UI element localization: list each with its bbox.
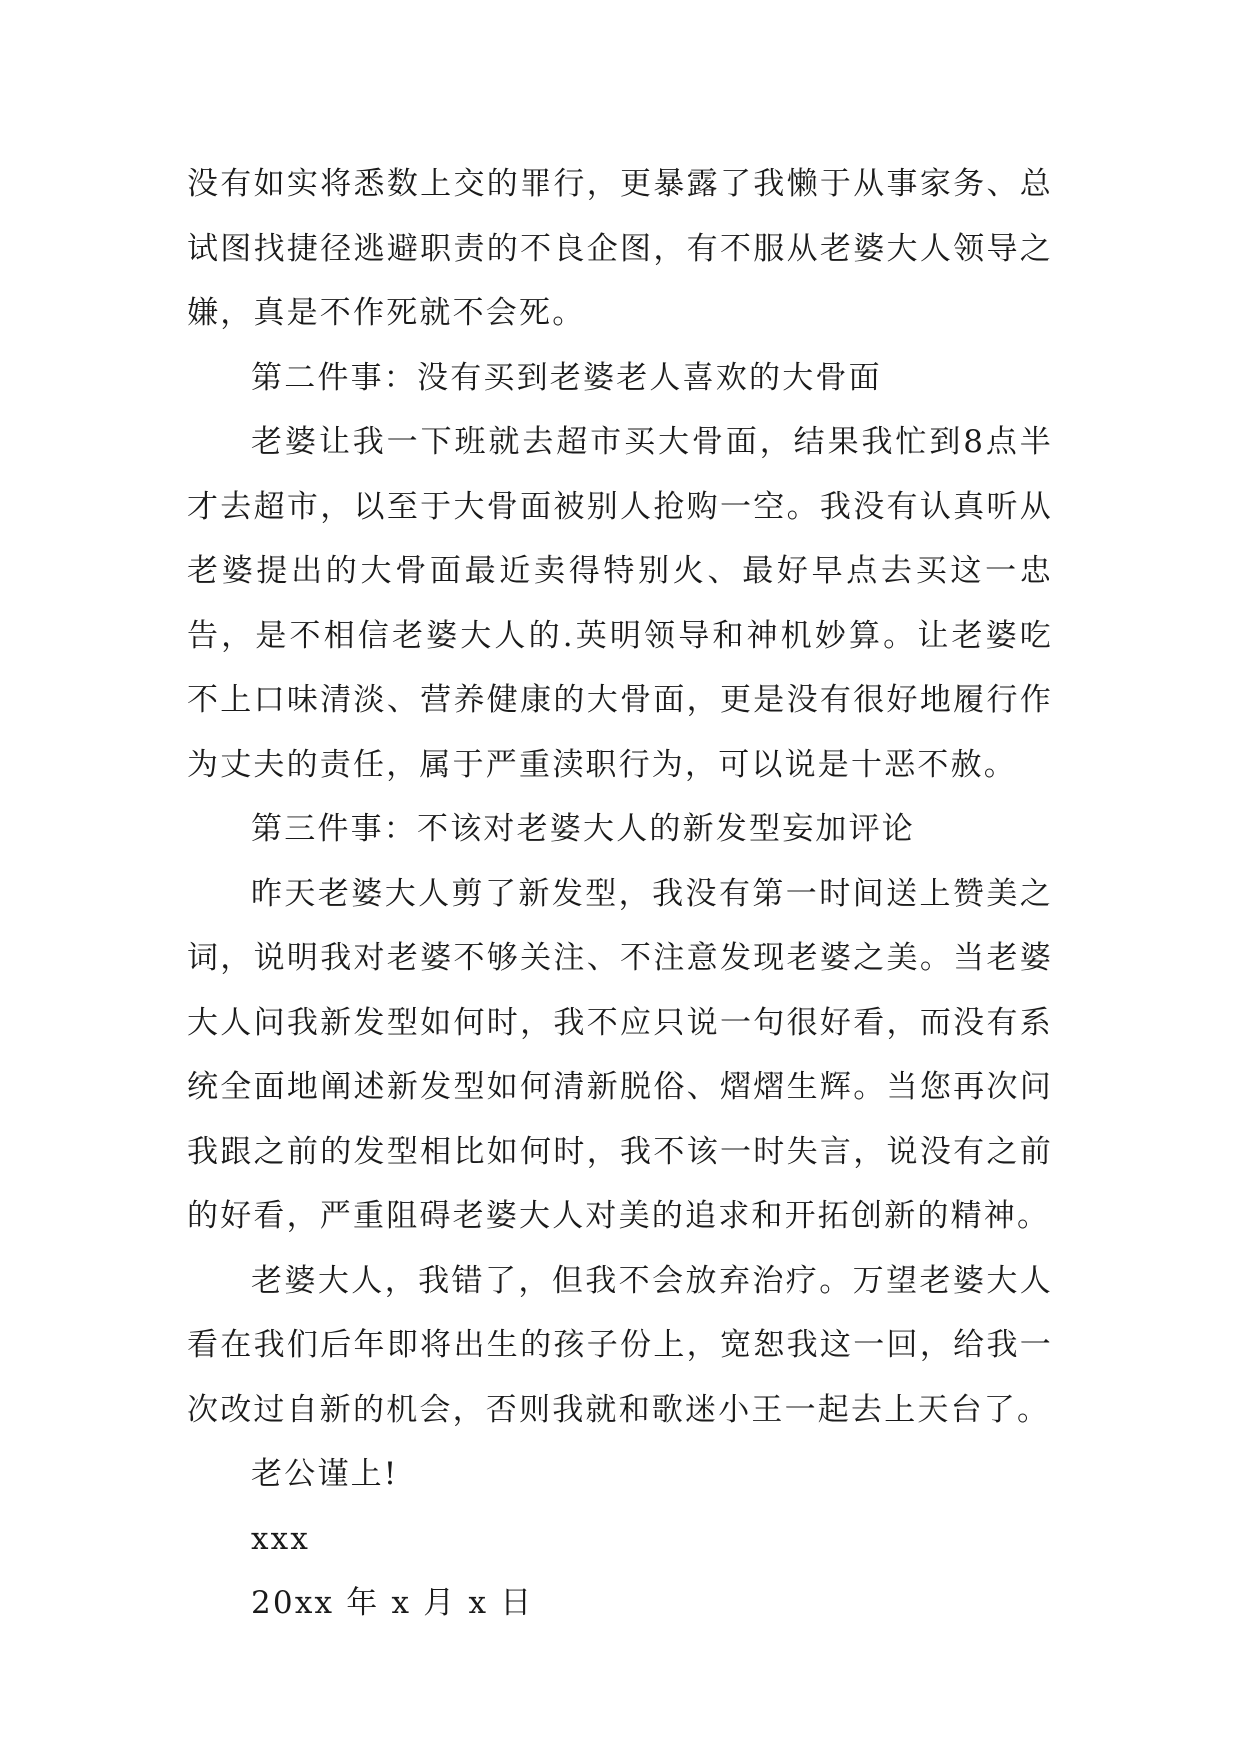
section-heading-2: 第二件事：没有买到老婆老人喜欢的大骨面	[251, 359, 882, 396]
document-body	[187, 152, 1053, 1636]
section-body-2: 老婆让我一下班就去超市买大骨面，结果我忙到8点半才去超市，以至于大骨面被别人抢购一空。我没有认真听从老婆提出的大骨面最近卖得特别火、最好早点去买这一忠告，是不相信老婆大人的.英明领导和神机妙算。让老婆吃不上口味清淡、营养健康的大骨面，更是没有很好地履行作为丈夫的责任，属于严重渎职行为，可以说是十恶不赦。	[187, 424, 1053, 783]
signature-name: xxx	[251, 1520, 311, 1557]
section-heading-3: 第三件事：不该对老婆大人的新发型妄加评论	[251, 811, 915, 847]
signature-date: 20xx 年 x 月 x 日	[251, 1585, 534, 1621]
paragraph-continuation: 没有如实将悉数上交的罪行，更暴露了我懒于从事家务、总试图找捷径逃避职责的不良企图，有不服从老婆大人领导之嫌，真是不作死就不会死。	[187, 166, 1053, 331]
signoff: 老公谨上!	[251, 1456, 399, 1492]
section-body-3: 昨天老婆大人剪了新发型，我没有第一时间送上赞美之词，说明我对老婆不够关注、不注意发现老婆之美。当老婆大人问我新发型如何时，我不应只说一句很好看，而没有系统全面地阐述新发型如何清新脱俗、熠熠生辉。当您再次问我跟之前的发型相比如何时，我不该一时失言，说没有之前的好看，严重阻碍老婆大人对美的追求和开拓创新的精神。	[187, 875, 1053, 1234]
closing-paragraph: 老婆大人，我错了，但我不会放弃治疗。万望老婆大人看在我们后年即将出生的孩子份上，宽恕我这一回，给我一次改过自新的机会，否则我就和歌迷小王一起去上天台了。	[187, 1262, 1053, 1428]
